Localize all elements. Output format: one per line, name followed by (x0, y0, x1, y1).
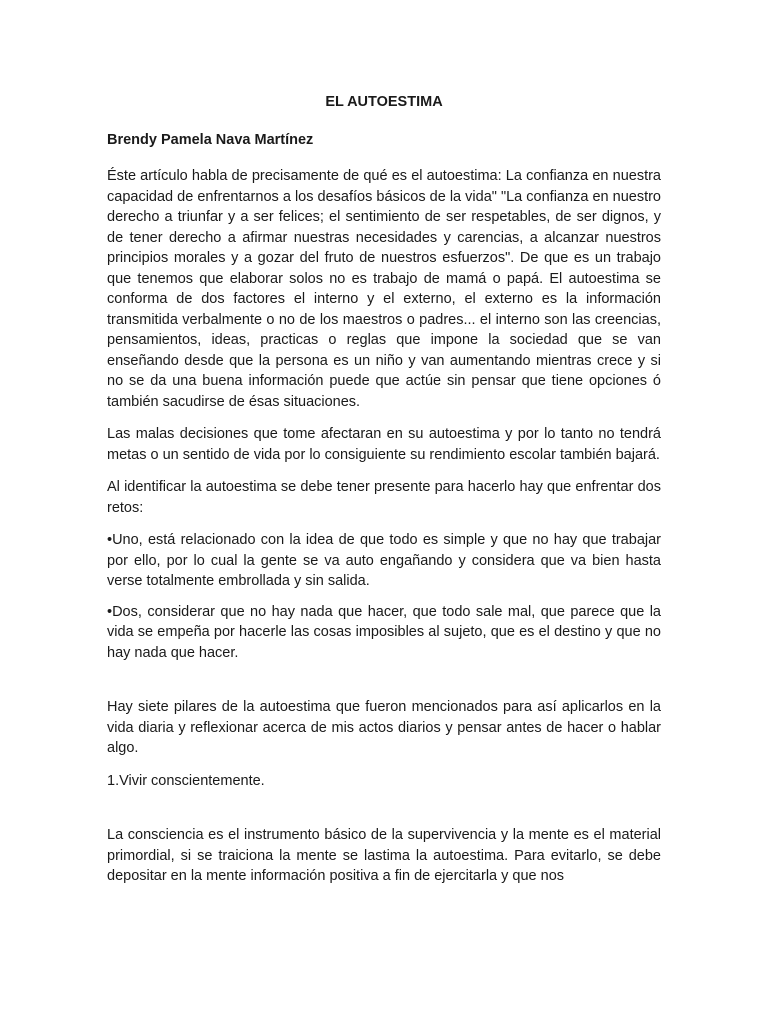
document-title: EL AUTOESTIMA (325, 94, 443, 110)
bullet-item-one: •Uno, está relacionado con la idea de que todo es simple y que no hay que trabajar por ello, por lo cual la gente se va auto engañando y considera que va bien hasta verse totalmente embrollada y sin salida. (107, 532, 661, 589)
paragraph-challenges-intro: Al identificar la autoestima se debe tener presente para hacerlo hay que enfrentar dos retos: (107, 479, 661, 516)
paragraph-consciousness: La consciencia es el instrumento básico de la supervivencia y la mente es el material primordial, si se traiciona la mente se lastima la autoestima. Para evitarlo, se debe depositar en la mente información positiva a fin de ejercitarla y que nos (107, 827, 661, 884)
paragraph-pillars: Hay siete pilares de la autoestima que fueron mencionados para así aplicarlos en la vida diaria y reflexionar acerca de mis actos diarios y pensar antes de hacer o hablar algo. (107, 699, 661, 756)
numbered-heading-pillar-one: 1.Vivir conscientemente. (107, 772, 265, 789)
paragraph-decisions: Las malas decisiones que tome afectaran en su autoestima y por lo tanto no tendrá metas o un sentido de vida por lo consiguiente su rendimiento escolar también bajará. (107, 426, 661, 463)
paragraph-intro: Éste artículo habla de precisamente de qué es el autoestima: La confianza en nuestra capacidad de enfrentarnos a los desafíos básicos de la vida" "La confianza en nuestro derecho a triunfar y a ser felices; el sentimiento de ser respetables, de ser dignos, y de tener derecho a afirmar nuestras necesidades y carencias, a alcanzar nuestros principios morales y a gozar del fruto de nuestros esfuerzos". De que es un trabajo que tenemos que elaborar solos no es trabajo de mamá o papá. El autoestima se conforma de dos factores el interno y el externo, el externo es la información transmitida verbalmente o no de los maestros o padres... el interno son las creencias, pensamientos, ideas, practicas o reglas que impone la sociedad que se van enseñando desde que la persona es un niño y van aumentando mientras crece y si no se da una buena información puede que actúe sin pensar que tiene opciones ó también sacudirse de ésas situaciones. (107, 168, 661, 410)
bullet-item-two: •Dos, considerar que no hay nada que hacer, que todo sale mal, que parece que la vida se empeña por hacerle las cosas imposibles al sujeto, que es el destino y que no hay nada que hacer. (107, 603, 661, 661)
document-author: Brendy Pamela Nava Martínez (107, 132, 314, 148)
